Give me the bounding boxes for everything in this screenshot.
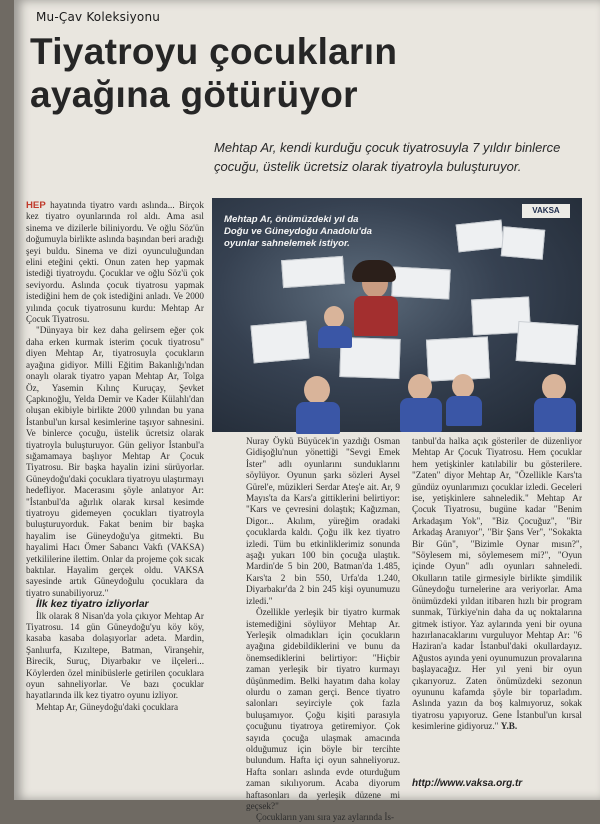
child-body: [400, 398, 442, 432]
drawing-sign: [501, 226, 545, 260]
paragraph: tanbul'da halka açık gösteriler de düzenliyor Mehtap Ar Çocuk Tiyatrosu. Hem çocuklar hem yetişkinler katılabilir bu gösterilere. "Zaten" diyor Mehtap Ar, "Özellikle Kars'ta gündüz oyunlarımızı çocuklar izledi. Geceleri ise, yetişkinlere sahneledik." Mehtap Ar Çocuk Tiyatrosu, bugüne kadar "Benim Arkadaşım Yok", "Biz Çocuğuz", "Bir Arkadaş Aranıyor", "Bir Şans Ver", "Sokakta Bir Gün", "Bizimle Oynar mısın?", "Söylesem mi, söylemesem mi?", "Oyun içinde Oyun" adlı oyunları sahneledi. Okulların tatile girmesiyle birlikte şimdilik Güneydoğu turnelerine ara veriyorlar. Ama önümüzdeki yıldan itibaren hızlı bir program sunmak, Türkiye'nin daha da uç noktalarına gitmek istiyor. Yaz aylarında yeni bir oyuna hazırlanacaklarını vurguluyor Mehtap Ar: "6 Haziran'a kadar İstanbul'daki okullardayız. Ağustos ayında yeni oyunumuzun provalarına başlayacağız. Her yıl yeni bir oyun çıkarıyoruz. Zaten önümüzdeki sezonun oyununu kafamda şöyle bir toparladım. Aslında yazın da boş kalmıyoruz, sokak tiyatrosu yapıyoruz. Gene İstanbul'un kırsal kesimlerine gidiyoruz." Y.B.: [412, 436, 582, 732]
drawing-sign: [391, 267, 450, 300]
lead-word: HEP: [26, 200, 46, 211]
headline: [30, 30, 590, 116]
paragraph: Mehtap Ar, Güneydoğu'daki çocuklara: [36, 701, 179, 712]
paragraph: Özellikle yerleşik bir tiyatro kurmak istemediğini söylüyor Mehtap Ar. Yerleşik olmadıkları için çocukların ayağına gidebildiklerini ve bunu da önemsediklerini belirtiyor: "Hiçbir zaman yerleşik bir tiyatro kurmayı düşünmedim. Belki hayatım daha kolay olurdu o zaman gerçi. Bence tiyatro salonları seyirciyle çok fazla buluşamıyor. Çoğu kişiti parasıyla çocuğunu tiyatroya getiremiyor. Çok sayıda çocuğa ulaşmak amacında olduğumuz için böyle bir tercihte bulundum. Hafta içi oyun sahneliyoruz. Hafta sonları aslında evde oturduğum zaman sıkılıyorum. Acaba diyorum haftasonları da yerleşik düzene mi geçsek?": [246, 607, 400, 811]
drawing-sign: [456, 220, 505, 253]
drawing-sign: [250, 321, 309, 364]
drawing-sign: [516, 321, 579, 365]
child-body: [534, 398, 576, 432]
vaksa-banner: VAKSA: [522, 204, 570, 218]
child-head: [408, 374, 432, 400]
paragraph: İlk olarak 8 Nisan'da yola çıkıyor Mehtap Ar Tiyatrosu. 14 gün Güneydoğu'yu köy köy, kasaba kasaba dolaşıyorlar adeta. Mardin, Şanlıurfa, Kızıltepe, Batman, Viranşehir, Birecik, Suruç, Diyarbakır ve ilçeleri... Köylerden özel minibüslerle getirilen çocuklara oyun sahneliyorlar. Ve bazı çocuklar hayatlarında ilk kez tiyatro oyunu izliyor.: [26, 610, 204, 701]
photo-caption: Mehtap Ar, önümüzdeki yıl da Doğu ve Güneydoğu Anadolu'da oyunlar sahnelemek istiyor.: [224, 214, 372, 249]
subheading: İlk kez tiyatro izliyorlar: [36, 598, 149, 611]
child-head: [324, 306, 344, 328]
headline-line-2: ayağına götürüyor: [30, 74, 358, 115]
paragraph: Çocukların yanı sıra yaz aylarında İs-: [256, 812, 395, 823]
child-body: [296, 402, 340, 434]
paragraph: HEP hayatında tiyatro vardı aslında... Birçok kez tiyatro oyunlarında rol aldı. Ama asıl sinema ve dizilerle biliniyordu. Ve oğlu Söz'ün doğumuyla birlikte aslında başından beri aradığı şeyi buldu. Sinema ve dizi oyunculuğundan elini eteğini çekti. Onun zaten hep yapmak istediği tiyatroydu. Çocuklar ve oğlu Söz'ü çok seviyordu. Aslında çocuk tiyatrosu yapmak istediğini hem de çok istediğini anladı. Ve 2000 yılında çocuk tiyatrosunu kurdu: Mehtap Ar Çocuk Tiyatrosu.: [26, 200, 204, 325]
child-body: [446, 396, 482, 426]
article-column-1: [26, 200, 204, 800]
drawing-sign: [281, 256, 345, 288]
child-head: [542, 374, 566, 400]
woman-body: [354, 296, 398, 336]
article-column-3: [412, 436, 582, 766]
paragraph: "Dünyaya bir kez daha gelirsem eğer çok daha erken kurmak isterim çocuk tiyatrosu" diyen Mehtap Ar, tiyatrosuyla çocukların ayağına gidiyor. Milli Eğitim Bakanlığı'ndan onaylı olarak tiyatro yapan Mehtap Ar, Tolga Öz, Yasemin Kılınç Kuruçay, Şevket Çapkınoğlu, Yelda Demir ve Kader Külahlı'dan oluşan ekibiyle birlikte 2000 yılından bu yana İstanbul'un kırsal kesimlerine taşıyor sahnesini. Ve binlerce çocuğu, üstelik ücretsiz olarak tiyatroyla buluşturuyor. Gün geliyor İstanbul'a sığamamaya başlıyor Mehtap Ar Çocuk Tiyatrosu. Bir başka hayalin izini sürüyorlar. Güneydoğu'daki çocuklara tiyatroyu ulaştırmayı hedefliyor. Macerasını şöyle anlatıyor Ar: "İstanbul'da ağırlık olarak kırsal kesimde tiyatroyu gidemeyen çocukları tiyatroyla buluşturuyorduk. Fakat benim bir başka hayalim ise Güneydoğu'ya gitmekti. Bu hayalimi Hacı Ömer Sabancı Vakfı (VAKSA) yetkililerine ilettim. Onlar da projeme çok sıcak baktılar. Hayalim gerçek oldu. VAKSA sayesinde artık Güneydoğulu çocuklara da tiyatro sunabiliyoruz.": [26, 325, 204, 598]
magazine-page: [14, 0, 600, 823]
author-signature: Y.B.: [500, 721, 518, 732]
paragraph: Nuray Öykü Büyücek'in yazdığı Osman Gidişoğlu'nun yönettiği "Sevgi Emek İster" adlı oyunlarını sunduklarını söylüyor. Oyunun şarkı sözleri Aysel Gürel'e, müzikleri Serdar Ateş'e ait. Ar, 9 Mayıs'ta da Kars'a gittiklerini belirtiyor: "Kars ve çevresini dolaştık; Kağızman, Digor... Akılım, yüreğim oradaki çocuklarda kaldı. Çoğu ilk kez tiyatro izledi. Tüm bu etkinliklerimiz sonunda aşağı yukarı 100 bin çocuğa ulaştık. Mardin'de 5 bin 200, Batman'da 1.485, Kars'ta 2 bin 550, Urfa'da 1.240, Diyarbakır'da 2 bin 245 kişi oyunumuzu izledi.": [246, 436, 400, 606]
child-head: [452, 374, 474, 398]
article-column-2: [246, 436, 400, 823]
standfirst: Mehtap Ar, kendi kurduğu çocuk tiyatrosuyla 7 yıldır binlerce çocuğu, üstelik ücretsiz olarak tiyatroyla buluşturuyor.: [214, 140, 561, 174]
article-photo: [212, 198, 582, 432]
headline-line-1: Tiyatroyu çocukların: [30, 31, 398, 72]
section-label: Mu-Çav Koleksiyonu: [36, 10, 161, 24]
child-body: [318, 326, 352, 348]
woman-hair: [352, 260, 396, 282]
child-head: [304, 376, 330, 404]
website-url[interactable]: http://www.vaksa.org.tr: [412, 778, 523, 789]
